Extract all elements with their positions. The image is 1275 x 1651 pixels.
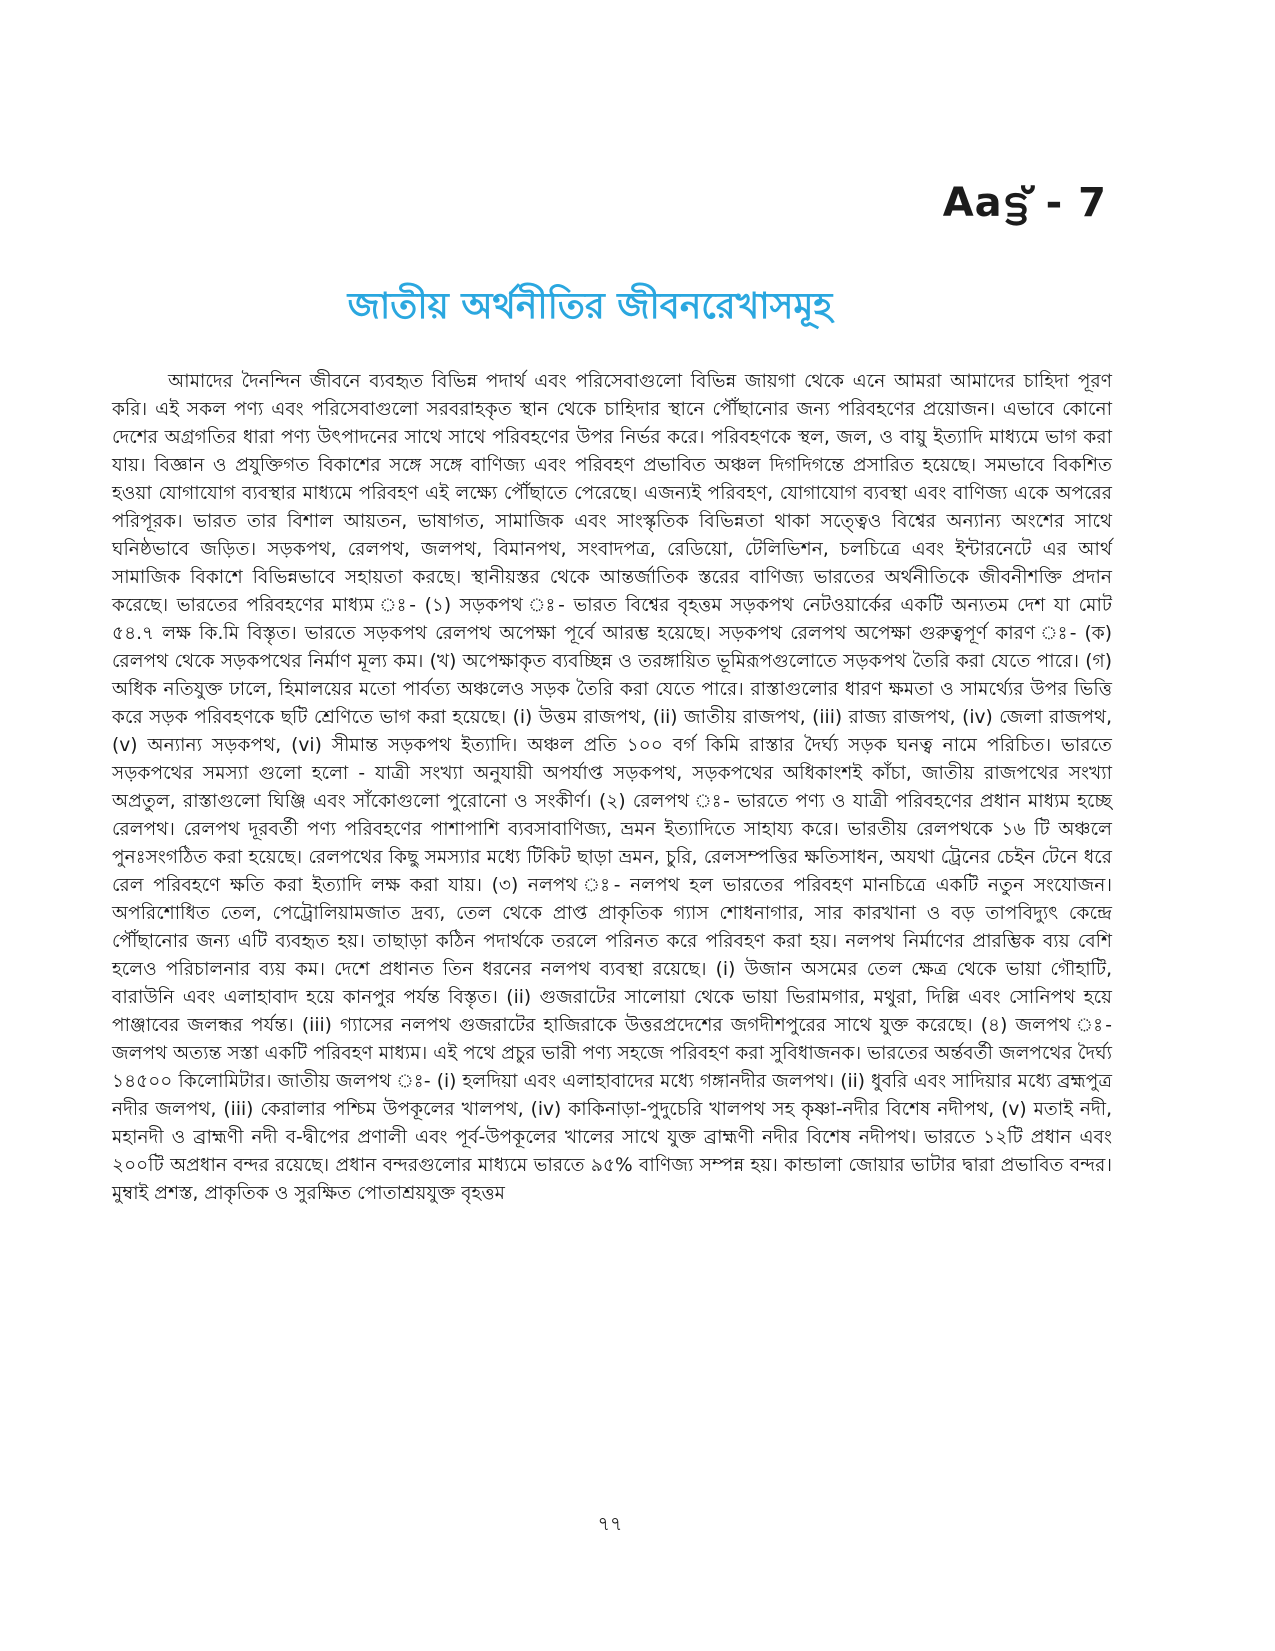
chapter-title: জাতীয় অর্থনীতির জীবনরেখাসমূহ xyxy=(347,286,833,328)
body-paragraph: আমাদের দৈনন্দিন জীবনে ব্যবহৃত বিভিন্ন পদার্থ এবং পরিসেবাগুলো বিভিন্ন জায়গা থেকে এনে আমরা আমাদের চাহিদা পূরণ করি। এই সকল পণ্য এবং পরিসেবাগুলো সরবরাহকৃত স্থান থেকে চাহিদার স্থানে পৌঁছানোর জন্য পরিবহণের প্রয়োজন। এভাবে কোনো দেশের অগ্রগতির ধারা পণ্য উৎপাদনের সাথে সাথে পরিবহণের উপর নির্ভর করে। পরিবহণকে স্থল, জল, ও বায়ু ইত্যাদি মাধ্যমে ভাগ করা যায়। বিজ্ঞান ও প্রযুক্তিগত বিকাশের সঙ্গে সঙ্গে বাণিজ্য এবং পরিবহণ প্রভাবিত অঞ্চল দিগদিগন্তে প্রসারিত হয়েছে। সমভাবে বিকশিত হওয়া যোগাযোগ ব্যবস্থার মাধ্যমে পরিবহণ এই লক্ষ্যে পৌঁছাতে পেরেছে। এজন্যই পরিবহণ, যোগাযোগ ব্যবস্থা এবং বাণিজ্য একে অপরের পরিপূরক। ভারত তার বিশাল আয়তন, ভাষাগত, সামাজিক এবং সাংস্কৃতিক বিভিন্নতা থাকা সত্ত্বেও বিশ্বের অন্যান্য অংশের সাথে ঘনিষ্ঠভাবে জড়িত। সড়কপথ, রেলপথ, জলপথ, বিমানপথ, সংবাদপত্র, রেডিয়ো, টেলিভিশন, চলচিত্রে এবং ইন্টারনেটে এর আর্থ সামাজিক বিকাশে বিভিন্নভাবে সহায়তা করছে। স্থানীয়স্তর থেকে আন্তর্জাতিক স্তরের বাণিজ্য ভারতের অর্থনীতিকে জীবনীশক্তি প্রদান করেছে। ভারতের পরিবহণের মাধ্যম ঃ- (১) সড়কপথ ঃ- ভারত বিশ্বের বৃহত্তম সড়কপথ নেটওয়ার্কের একটি অন্যতম দেশ যা মোট ৫৪.৭ লক্ষ কি.মি বিস্তৃত। ভারতে সড়কপথ রেলপথ অপেক্ষা পূর্বে আরম্ভ হয়েছে। সড়কপথ রেলপথ অপেক্ষা গুরুত্বপূর্ণ কারণ ঃ- (ক) রেলপথ থেকে সড়কপথের নির্মাণ মূল্য কম। (খ) অপেক্ষাকৃত ব্যবচ্ছিন্ন ও তরঙ্গায়িত ভূমিরূপগুলোতে সড়কপথ তৈরি করা যেতে পারে। (গ) অধিক নতিযুক্ত ঢালে, হিমালয়ের মতো পার্বত্য অঞ্চলেও সড়ক তৈরি করা যেতে পারে। রাস্তাগুলোর ধারণ ক্ষমতা ও সামর্থ্যের উপর ভিত্তি করে সড়ক পরিবহণকে ছটি শ্রেণিতে ভাগ করা হয়েছে। (i) উত্তম রাজপথ, (ii) জাতীয় রাজপথ, (iii) রাজ্য রাজপথ, (iv) জেলা রাজপথ, (v) অন্যান্য সড়কপথ, (vi) সীমান্ত সড়কপথ ইত্যাদি। অঞ্চল প্রতি ১০০ বর্গ কিমি রাস্তার দৈর্ঘ্য সড়ক ঘনত্ব নামে পরিচিত। ভারতে সড়কপথের সমস্যা গুলো হলো - যাত্রী সংখ্যা অনুযায়ী অপর্যাপ্ত সড়কপথ, সড়কপথের অধিকাংশই কাঁচা, জাতীয় রাজপথের সংখ্যা অপ্রতুল, রাস্তাগুলো ঘিঞ্জি এবং সাঁকোগুলো পুরোনো ও সংকীর্ণ। (২) রেলপথ ঃ- ভারতে পণ্য ও যাত্রী পরিবহণের প্রধান মাধ্যম হচ্ছে রেলপথ। রেলপথ দূরবর্তী পণ্য পরিবহণের পাশাপাশি ব্যবসাবাণিজ্য, ভ্রমন ইত্যাদিতে সাহায্য করে। ভারতীয় রেলপথকে ১৬ টি অঞ্চলে পুনঃসংগঠিত করা হয়েছে। রেলপথের কিছু সমস্যার মধ্যে টিকিট ছাড়া ভ্রমন, চুরি, রেলসম্পত্তির ক্ষতিসাধন, অযথা ট্রেনের চেইন টেনে ধরে রেল পরিবহণে ক্ষতি করা ইত্যাদি লক্ষ করা যায়। (৩) নলপথ ঃ- নলপথ হল ভারতের পরিবহণ মানচিত্রে একটি নতুন সংযোজন। অপরিশোধিত তেল, পেট্রোলিয়ামজাত দ্রব্য, তেল থেকে প্রাপ্ত প্রাকৃতিক গ্যাস শোধনাগার, সার কারখানা ও বড় তাপবিদ্যুৎ কেন্দ্রে পৌঁছানোর জন্য এটি ব্যবহৃত হয়। তাছাড়া কঠিন পদার্থকে তরলে পরিনত করে পরিবহণ করা হয়। নলপথ নির্মাণের প্রারম্ভিক ব্যয় বেশি হলেও পরিচালনার ব্যয় কম। দেশে প্রধানত তিন ধরনের নলপথ ব্যবস্থা রয়েছে। (i) উজান অসমের তেল ক্ষেত্র থেকে ভায়া গৌহাটি, বারাউনি এবং এলাহাবাদ হয়ে কানপুর পর্যন্ত বিস্তৃত। (ii) গুজরাটের সালোয়া থেকে ভায়া ভিরামগার, মথুরা, দিল্লি এবং সোনিপথ হয়ে পাঞ্জাবের জলন্ধর পর্যন্ত। (iii) গ্যাসের নলপথ গুজরাটের হাজিরাকে উত্তরপ্রদেশের জগদীশপুরের সাথে যুক্ত করেছে। (৪) জলপথ ঃ- জলপথ অত্যন্ত সস্তা একটি পরিবহণ মাধ্যম। এই পথে প্রচুর ভারী পণ্য সহজে পরিবহণ করা সুবিধাজনক। ভারতের অর্ন্তবর্তী জলপথের দৈর্ঘ্য ১৪৫০০ কিলোমিটার। জাতীয় জলপথ ঃ- (i) হলদিয়া এবং এলাহাবাদের মধ্যে গঙ্গানদীর জলপথ। (ii) ধুবরি এবং সাদিয়ার মধ্যে ব্রহ্মপুত্র নদীর জলপথ, (iii) কেরালার পশ্চিম উপকূলের খালপথ, (iv) কাকিনাড়া-পুদুচেরি খালপথ সহ কৃষ্ণা-নদীর বিশেষ নদীপথ, (v) মতাই নদী, মহানদী ও ব্রাহ্মণী নদী ব-দ্বীপের প্রণালী এবং পূর্ব-উপকূলের খালের সাথে যুক্ত ব্রাহ্মণী নদীর বিশেষ নদীপথ। ভারতে ১২টি প্রধান এবং ২০০টি অপ্রধান বন্দর রয়েছে। প্রধান বন্দরগুলোর মাধ্যমে ভারতে ৯৫% বাণিজ্য সম্পন্ন হয়। কান্ডালা জোয়ার ভাটার দ্বারা প্রভাবিত বন্দর। মুম্বাই প্রশস্ত, প্রাকৃতিক ও সুরক্ষিত পোতাশ্রয়যুক্ত বৃহত্তম xyxy=(112,371,1112,1204)
chapter-label: Aaട്ട് - 7 xyxy=(942,180,1107,226)
page-number: ৭৭ xyxy=(597,1513,623,1535)
